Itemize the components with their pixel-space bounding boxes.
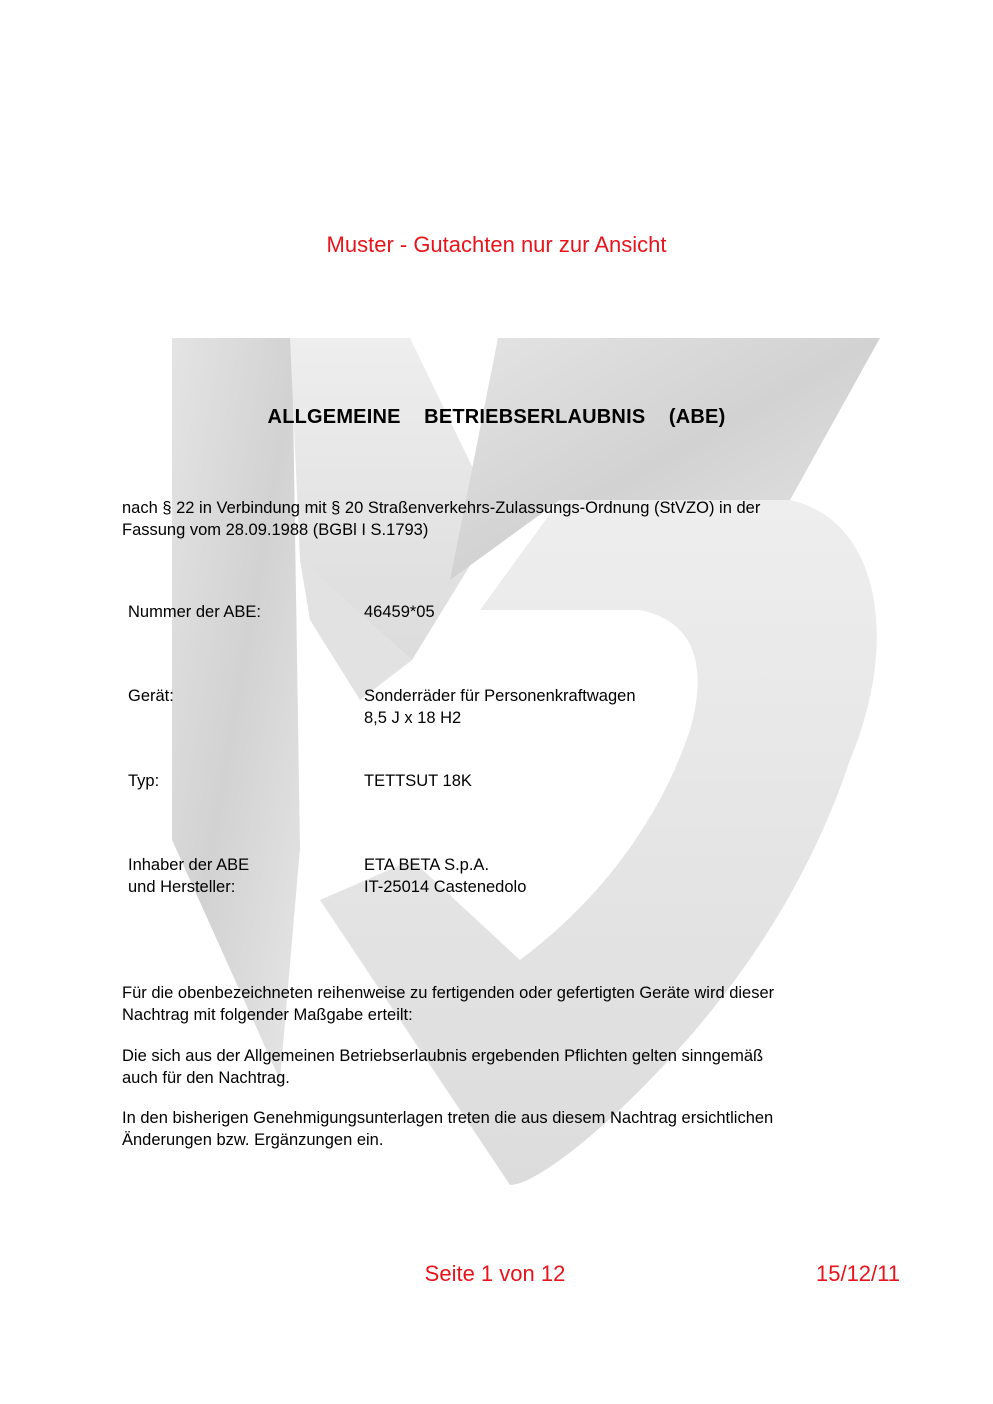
- device-value: [364, 685, 636, 729]
- device-value-line: 8,5 J x 18 H2: [364, 709, 462, 727]
- holder-label: [128, 854, 249, 898]
- holder-value-line: IT-25014 Castenedolo: [364, 878, 527, 896]
- device-label: Gerät:: [128, 687, 174, 705]
- paragraph-line: auch für den Nachtrag.: [122, 1069, 290, 1087]
- holder-label-line: und Hersteller:: [128, 878, 236, 896]
- legal-basis-line: nach § 22 in Verbindung mit § 20 Straßenverkehrs-Zulassungs-Ordnung (StVZO) in der: [122, 499, 761, 517]
- paragraph-line: Änderungen bzw. Ergänzungen ein.: [122, 1131, 384, 1149]
- paragraph-line: Die sich aus der Allgemeinen Betriebserlaubnis ergebenden Pflichten gelten sinngemäß: [122, 1047, 764, 1065]
- abe-number-value: 46459*05: [364, 603, 435, 621]
- paragraph-line: Nachtrag mit folgender Maßgabe erteilt:: [122, 1006, 413, 1024]
- paragraph-line: In den bisherigen Genehmigungsunterlagen treten die aus diesem Nachtrag ersichtlichen: [122, 1109, 774, 1127]
- abe-number-label: Nummer der ABE:: [128, 603, 261, 621]
- type-label: Typ:: [128, 772, 160, 790]
- paragraph-line: Für die obenbezeichneten reihenweise zu fertigenden oder gefertigten Geräte wird dieser: [122, 984, 775, 1002]
- holder-value: [364, 854, 526, 898]
- page-number: Seite 1 von 12: [424, 1261, 566, 1286]
- paragraph: [122, 1107, 872, 1151]
- sample-notice: Muster - Gutachten nur zur Ansicht: [326, 232, 667, 257]
- legal-basis-line: Fassung vom 28.09.1988 (BGBl I S.1793): [122, 521, 429, 539]
- device-value-line: Sonderräder für Personenkraftwagen: [364, 687, 636, 705]
- document-date: 15/12/11: [815, 1261, 900, 1286]
- holder-value-line: ETA BETA S.p.A.: [364, 856, 490, 874]
- paragraph: [122, 1045, 872, 1089]
- paragraph: [122, 982, 872, 1026]
- document-title: ALLGEMEINE BETRIEBSERLAUBNIS (ABE): [267, 406, 726, 428]
- holder-label-line: Inhaber der ABE: [128, 856, 250, 874]
- type-value: TETTSUT 18K: [364, 772, 472, 790]
